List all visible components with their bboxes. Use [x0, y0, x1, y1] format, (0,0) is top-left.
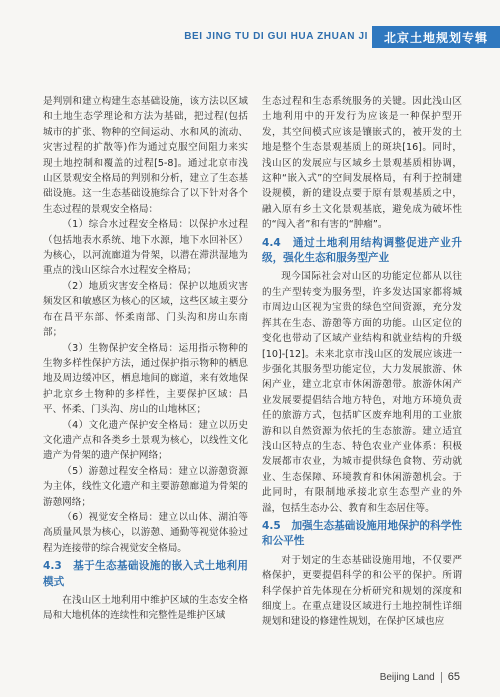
- section-paragraph: 现今国际社会对山区的功能定位都从以往的生产型转变为服务型，许多发达国家都将城市周边山区视为宝贵的绿色空间资源，充分发挥其在生态、游憩等方面的功能。山区定位的变化也带动了区域产业结构和就业结构的升级[10]-[12]。未来北京市浅山区的发展应该进一步强化其服务型功能定位，大力发展旅游、休闲产业，建立北京市休闲游憩带。旅游休闲产业发展要提倡结合地方特色，对地方环境负责任的旅游方式，包括旷区废弃地利用的工业旅游和以自然资源为依托的生态旅游。建立适宜浅山区特点的生态、特色农业产业体系：积极发展都市农业，为城市提供绿色食物、劳动就业、生态保障、环境教育和休闲游憩机会。于此同时，有限制地承接北京生态型产业的外溢，包括生态办公、教育和生态居住等。: [262, 271, 462, 514]
- list-item: （5）游憩过程安全格局：建立以游憩资源为主体，线性文化遗产和主要游憩廊道为骨架的游憩网络；: [43, 465, 248, 508]
- running-header: [0, 26, 500, 48]
- section-heading-4-5: 4.5 加强生态基础设施用地保护的科学性和公平性: [262, 519, 462, 548]
- right-column: [262, 94, 462, 630]
- list-item: （4）文化遗产保护安全格局：建立以历史文化遗产点和各类乡土景观为核心，以线性文化遗产为骨架的遗产保护网络；: [43, 419, 248, 462]
- section-heading-4-4: 4.4 通过土地利用结构调整促进产业升级，强化生态和服务型产业: [262, 236, 462, 265]
- left-paragraph: 是判别和建立构建生态基础设施，该方法以区域和土地生态学理论和方法为基础，把过程(包括城市的扩张、物种的空间运动、水和风的流动、灾害过程的扩散等)作为通过克服空间阻力来实现土地控制和覆盖的过程[5-8]。通过北京市浅山区景观安全格局的判别和分析，建立了生态基础设施。这一生态基础设施综合了以下针对各个生态过程的景观安全格局：: [43, 96, 248, 215]
- list-item: （1）综合水过程安全格局：以保护水过程（包括地表水系统、地下水源，地下水回补区）为核心，以河流廊道为骨架，以潜在滞洪湿地为重点的浅山区综合水过程安全格局；: [43, 219, 248, 277]
- left-column: [43, 94, 248, 624]
- section-paragraph: 对于划定的生态基础设施用地，不仅要严格保护，更要提倡科学的和公平的保护。所谓科学保护首先体现在分析研究和规划的深度和细度上。在重点建设区域进行土地控制性详细规划和建设的修建性规划，在保护区域也应: [262, 554, 462, 628]
- page-number: 65: [447, 671, 460, 683]
- list-item: （2）地质灾害安全格局：保护以地质灾害频发区和敏感区为核心的区域，这些区域主要分布在昌平东部、怀柔南部、门头沟和房山东南部；: [43, 280, 248, 339]
- header-pinyin: BEI JING TU DI GUI HUA ZHUAN JI: [184, 31, 368, 42]
- section-heading-4-3: 4.3 基于生态基础设施的嵌入式土地利用模式: [43, 560, 248, 588]
- list-item: （3）生物保护安全格局：运用指示物种的生物多样性保护方法，通过保护指示物种的栖息地及周边缓冲区，栖息地间的廊道，来有效地保护北京乡土物种的多样性，主要保护区域：昌平、怀柔、门头沟、房山的山地林区；: [43, 342, 248, 416]
- footer-divider: [441, 672, 442, 683]
- list-item: （6）视觉安全格局：建立以山体、湖泊等高质量风景为核心，以游憩、通勤等视觉体验过程为连接带的综合视觉安全格局。: [43, 511, 248, 554]
- section-paragraph: 在浅山区土地利用中维护区域的生态安全格局和大地机体的连续性和完整性是维护区域: [43, 595, 248, 622]
- page-footer: [380, 671, 460, 683]
- header-title-band: 北京土地规划专辑: [372, 26, 500, 48]
- right-paragraph: 生态过程和生态系统服务的关键。因此浅山区土地利用中的开发行为应该是一种保护型开发，其空间模式应该是镶嵌式的，被开发的土地是整个生态景观基质上的斑块[16]。同时，浅山区的发展应与区域乡土景观基质相协调，这种“嵌入式”的空间发展格局，有利于控制建设规模，新的建设点要于原有景观基质之中，融入原有乡土文化景观基底，避免成为破坏性的“闯入者”和有害的“肿瘤”。: [262, 96, 462, 231]
- journal-name: Beijing Land: [379, 671, 435, 683]
